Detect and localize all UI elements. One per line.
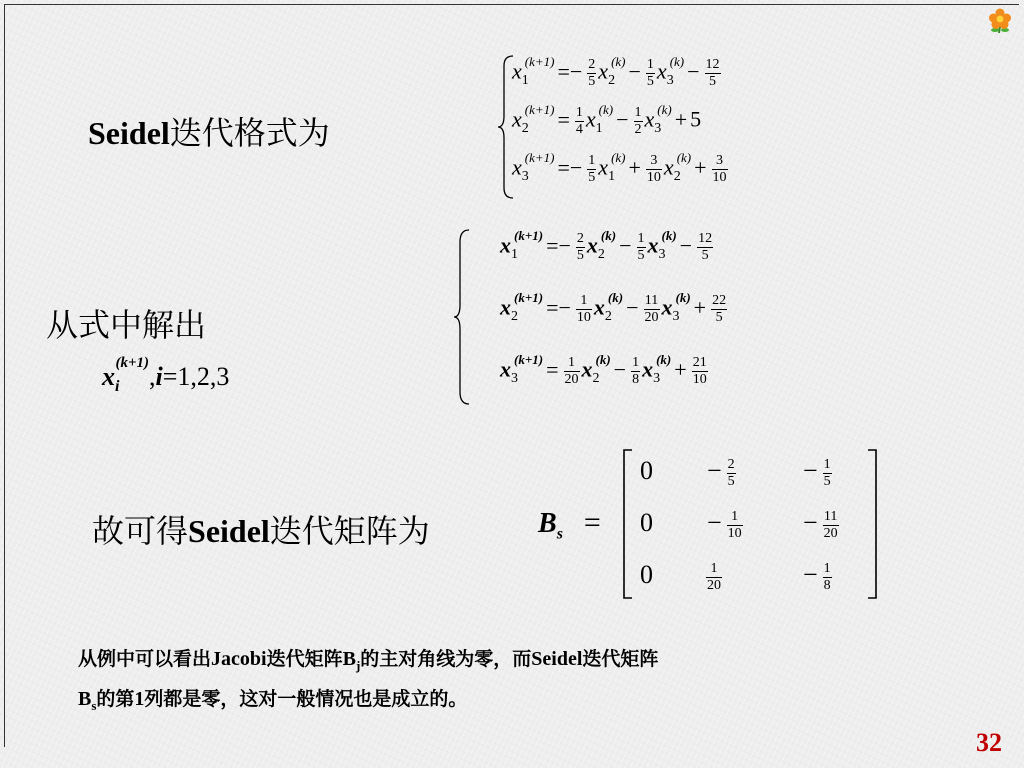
text-segment: 的第 — [96, 688, 135, 710]
matrix-lhs — [538, 506, 601, 544]
matrix-value: 0 — [640, 560, 653, 589]
fraction — [646, 58, 655, 89]
fraction-numerator: 1 — [576, 294, 592, 310]
term-superscript: (k) — [611, 54, 626, 70]
lhs-superscript: (k+1) — [524, 102, 555, 118]
fraction-denominator: 10 — [646, 170, 661, 185]
fraction-denominator: 20 — [823, 525, 838, 541]
matrix-heading-cjk-2: 迭代矩阵为 — [269, 512, 430, 550]
term-subscript: 2 — [592, 370, 600, 386]
text-segment: 从例中可以看出 — [78, 648, 212, 670]
fraction-numerator: 12 — [705, 57, 720, 72]
flower-icon — [986, 8, 1014, 34]
text-segment: B — [78, 688, 92, 710]
lhs-variable: x — [512, 58, 522, 84]
operator: =− — [557, 154, 583, 180]
fraction-denominator: 20 — [564, 372, 579, 387]
text-segment: 迭代矩阵 — [582, 648, 659, 670]
fraction-numerator: 1 — [564, 356, 580, 372]
term-subscript: 1 — [608, 168, 616, 184]
fraction — [634, 106, 643, 137]
term-superscript: (k) — [600, 228, 617, 244]
conclusion-line-1 — [78, 644, 658, 674]
matrix-equals: = — [583, 506, 601, 539]
matrix-sign: − — [803, 456, 818, 485]
fraction-numerator: 1 — [575, 105, 583, 120]
term-superscript: (k) — [595, 352, 611, 368]
term-superscript: (k) — [661, 228, 677, 244]
fraction-denominator: 20 — [644, 310, 659, 325]
matrix-cell — [704, 560, 724, 593]
term-superscript: (k) — [675, 290, 691, 306]
fraction — [705, 58, 721, 89]
page-number: 32 — [976, 728, 1002, 757]
heading-latin: Seidel — [88, 115, 170, 151]
fraction-denominator: 8 — [632, 372, 640, 387]
operator: − — [619, 232, 632, 258]
matrix-sign: − — [803, 560, 818, 589]
term-superscript: (k) — [607, 290, 624, 306]
text-segment: 1 — [134, 688, 145, 710]
fraction-denominator: 5 — [588, 170, 596, 185]
equation-row — [512, 54, 723, 89]
solve-from-heading: 从式中解出 — [46, 306, 207, 344]
fraction — [564, 356, 580, 387]
matrix-cell — [640, 456, 653, 486]
xi-sup: (k+1) — [115, 355, 149, 372]
term-variable: x — [663, 154, 674, 180]
seidel-matrix-heading — [92, 506, 430, 552]
seidel-format-heading — [88, 108, 330, 154]
operator: + — [628, 154, 641, 180]
fraction-denominator: 5 — [823, 473, 831, 489]
operator: =− — [546, 232, 571, 258]
fraction-numerator: 1 — [823, 456, 831, 472]
fraction — [727, 458, 736, 489]
fraction-numerator: 12 — [698, 231, 713, 246]
fraction-numerator: 1 — [646, 57, 654, 72]
matrix-cell — [800, 456, 834, 489]
conclusion-line-2 — [78, 684, 467, 714]
fraction-denominator: 20 — [707, 577, 721, 593]
matrix-cell — [704, 456, 738, 489]
fraction-numerator: 3 — [646, 154, 662, 170]
matrix-sub: s — [556, 525, 563, 543]
operator: =− — [557, 58, 583, 84]
term-subscript: 2 — [673, 168, 681, 184]
xi-range: =1,2,3 — [162, 362, 230, 391]
fraction-denominator: 2 — [634, 122, 642, 137]
operator: + — [694, 154, 707, 180]
equation-row — [500, 290, 729, 325]
fraction — [637, 232, 646, 263]
text-segment: 的主对角线为零，而 — [360, 648, 532, 670]
text-segment: Seidel — [531, 648, 583, 670]
xi-subscript-line — [102, 355, 230, 396]
operator: = — [546, 356, 559, 382]
fraction — [646, 154, 662, 185]
lhs-subscript: 1 — [521, 72, 529, 88]
matrix-heading-latin: Seidel — [188, 513, 270, 549]
term-variable: x — [593, 294, 605, 320]
fraction — [644, 294, 660, 325]
fraction-denominator: 10 — [712, 170, 727, 185]
term-superscript: (k) — [656, 352, 672, 368]
lhs-subscript: 1 — [511, 246, 518, 262]
fraction-numerator: 1 — [634, 105, 642, 120]
operator: − — [679, 232, 693, 258]
matrix-cell — [640, 508, 653, 538]
operator: =− — [546, 294, 571, 320]
term-variable: x — [644, 106, 655, 132]
left-brace-2 — [452, 228, 472, 406]
fraction-numerator: 2 — [588, 57, 596, 72]
operator: − — [616, 106, 629, 132]
matrix-cell — [800, 560, 834, 593]
matrix-value: 0 — [640, 508, 653, 537]
term-subscript: 1 — [595, 120, 603, 136]
xi-sep: , — [149, 362, 156, 391]
lhs-variable: x — [500, 232, 511, 258]
term-variable: x — [581, 356, 593, 382]
equation-row — [500, 352, 710, 387]
term-subscript: 3 — [666, 72, 674, 88]
operator: − — [687, 58, 700, 84]
text-segment: Jacobi — [211, 648, 267, 670]
fraction — [712, 154, 728, 185]
fraction-denominator: 5 — [646, 74, 654, 89]
operator: − — [626, 294, 639, 320]
operator: + — [674, 356, 687, 382]
fraction-numerator: 3 — [712, 154, 728, 170]
lhs-superscript: (k+1) — [514, 290, 544, 306]
fraction-denominator: 10 — [727, 525, 742, 541]
term-variable: x — [656, 58, 667, 84]
operator: + — [674, 106, 688, 132]
xi-sub: i — [115, 378, 120, 396]
operator: − — [628, 58, 641, 84]
term-variable: x — [598, 58, 609, 84]
term-variable: x — [598, 154, 609, 180]
term-superscript: (k) — [598, 102, 614, 118]
term-superscript: (k) — [657, 102, 672, 118]
matrix-cell — [800, 508, 841, 541]
fraction — [727, 510, 743, 541]
term-variable: x — [647, 232, 659, 258]
term-subscript: 2 — [608, 72, 616, 88]
equation-row — [512, 150, 730, 185]
fraction — [697, 232, 713, 263]
matrix-sign: − — [803, 508, 818, 537]
fraction-numerator: 1 — [823, 560, 831, 576]
constant-term: 5 — [690, 106, 702, 132]
term-variable: x — [642, 356, 654, 382]
term-superscript: (k) — [676, 150, 692, 166]
seidel-iteration-matrix — [636, 452, 876, 598]
lhs-variable: x — [512, 154, 522, 180]
matrix-heading-cjk-1: 故可得 — [92, 512, 189, 550]
lhs-subscript: 3 — [521, 168, 529, 184]
fraction — [823, 562, 832, 593]
operator: = — [557, 106, 570, 132]
lhs-variable: x — [500, 356, 511, 382]
term-variable: x — [661, 294, 673, 320]
fraction — [711, 294, 727, 325]
fraction-denominator: 5 — [588, 74, 596, 89]
fraction — [692, 356, 708, 387]
fraction — [576, 232, 585, 263]
matrix-var: B — [538, 508, 557, 539]
subscript-text: s — [91, 698, 97, 713]
fraction-denominator: 8 — [823, 577, 831, 593]
lhs-variable: x — [500, 294, 511, 320]
fraction — [823, 510, 839, 541]
fraction-denominator: 5 — [727, 473, 735, 489]
term-subscript: 3 — [672, 308, 680, 324]
lhs-superscript: (k+1) — [524, 150, 555, 166]
fraction-numerator: 21 — [692, 355, 707, 370]
fraction — [706, 562, 722, 593]
matrix-cell — [704, 508, 745, 541]
term-subscript: 3 — [658, 246, 666, 262]
lhs-subscript: 3 — [511, 370, 518, 386]
text-segment: 迭代矩阵 — [266, 648, 343, 670]
lhs-subscript: 2 — [521, 120, 529, 136]
term-subscript: 3 — [653, 370, 661, 386]
fraction-numerator: 1 — [637, 231, 645, 246]
term-variable: x — [585, 106, 596, 132]
term-subscript: 3 — [654, 120, 662, 136]
fraction-numerator: 2 — [727, 456, 735, 472]
lhs-superscript: (k+1) — [524, 54, 555, 70]
term-subscript: 2 — [597, 246, 605, 262]
matrix-sign: − — [707, 508, 722, 537]
fraction-numerator: 1 — [727, 510, 743, 526]
xi-i-var: i — [155, 362, 163, 391]
fraction-numerator: 1 — [588, 153, 596, 168]
term-superscript: (k) — [669, 54, 685, 70]
text-segment: 列都是零，这对一般情况也是成立的。 — [144, 688, 468, 710]
equation-row — [512, 102, 702, 137]
equation-row — [500, 228, 715, 263]
xi-var: x — [102, 362, 115, 391]
fraction-denominator: 10 — [576, 310, 591, 325]
fraction-numerator: 11 — [644, 293, 659, 308]
lhs-subscript: 2 — [511, 308, 518, 324]
matrix-sign: − — [707, 456, 722, 485]
text-segment: B — [342, 648, 356, 670]
lhs-superscript: (k+1) — [514, 352, 544, 368]
fraction-numerator: 2 — [576, 231, 584, 246]
fraction-numerator: 1 — [632, 355, 640, 370]
lhs-superscript: (k+1) — [514, 228, 544, 244]
fraction — [631, 356, 640, 387]
fraction-denominator: 5 — [715, 310, 723, 325]
fraction — [587, 58, 596, 89]
fraction-numerator: 1 — [706, 562, 722, 578]
fraction-denominator: 5 — [701, 248, 709, 263]
fraction — [587, 154, 596, 185]
heading-cjk: 迭代格式为 — [169, 114, 330, 152]
fraction-denominator: 5 — [576, 248, 584, 263]
operator: − — [613, 356, 627, 382]
term-subscript: 2 — [604, 308, 612, 324]
fraction-numerator: 11 — [823, 508, 838, 524]
fraction — [576, 294, 592, 325]
fraction-numerator: 22 — [712, 293, 727, 308]
fraction — [823, 458, 832, 489]
fraction-denominator: 4 — [575, 122, 583, 137]
term-variable: x — [586, 232, 598, 258]
operator: + — [693, 294, 707, 320]
matrix-value: 0 — [640, 456, 653, 485]
term-superscript: (k) — [611, 150, 626, 166]
fraction-denominator: 10 — [692, 372, 707, 387]
subscript-text: j — [355, 658, 361, 673]
lhs-variable: x — [512, 106, 522, 132]
fraction — [575, 106, 584, 137]
matrix-cell — [640, 560, 653, 590]
fraction-denominator: 5 — [637, 248, 645, 263]
fraction-denominator: 5 — [709, 74, 717, 89]
